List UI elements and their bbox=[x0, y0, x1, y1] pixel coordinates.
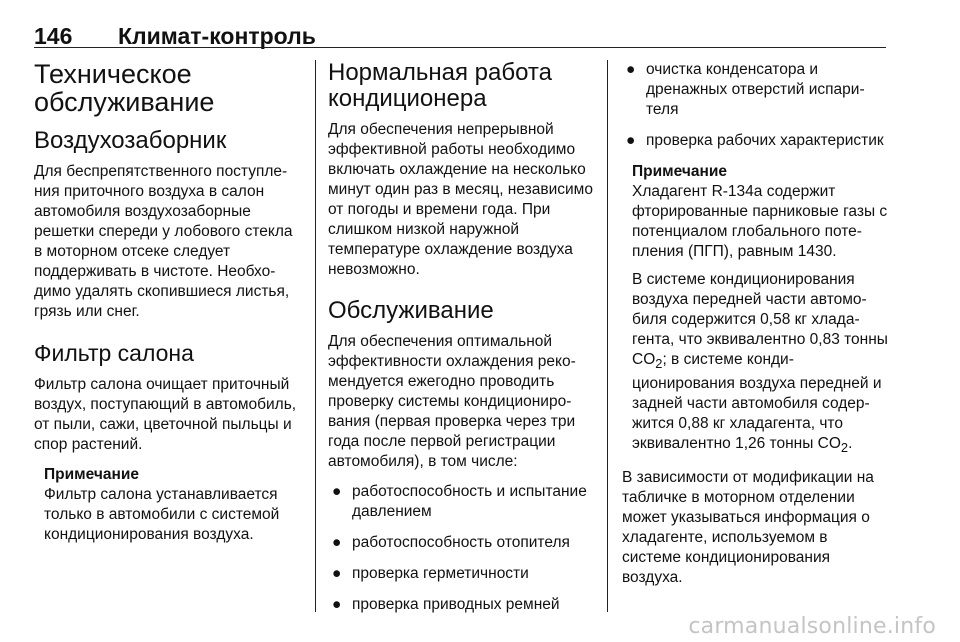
refrigerant-info-text: В зависимости от модификации на табличке в моторном отделении может указываться информация о хладагенте, используемом в системе кондиционирования воздуха. bbox=[622, 469, 874, 587]
header-divider bbox=[34, 47, 886, 48]
column-3 bbox=[622, 60, 890, 588]
service-checklist-continued bbox=[622, 60, 890, 151]
note-text: Фильтр салона устанавливается только в автомобили с системой кондиционирования воздуха. bbox=[44, 486, 280, 543]
column-divider-1 bbox=[315, 60, 316, 612]
list-item: ● работоспособность отопителя bbox=[332, 534, 570, 551]
air-intake-title: Воздухозаборник bbox=[34, 127, 227, 154]
ac-operation-title: Нормальная работа кондиционера bbox=[328, 59, 552, 112]
service-checklist bbox=[328, 482, 594, 615]
ac-operation-text: Для обеспечения непрерывной эффективной работы необходимо включать охлаждение на несколько минут один раз в месяц, независимо от погоды и времени года. При слишком низкой наружной температуре охлаждение воздуха невозможно. bbox=[328, 121, 593, 278]
list-item: ● проверка рабочих характеристик bbox=[626, 132, 884, 149]
refrigerant-note-text-2: В системе кондиционирования воздуха передней части автомобиля содержится 0,58 кг хладагента, что эквивалентно 0,83 тонны $CO_2$; в системе кондиционирования воздуха передней и задней части автомобиля содержится 0,88 кг хладагента, что эквивалентно 1,26 тонны $CO_2$. bbox=[632, 271, 888, 456]
refrigerant-note bbox=[622, 162, 890, 458]
list-item: ● проверка приводных ремней bbox=[332, 596, 560, 613]
air-intake-text: Для беспрепятственного поступления приточного воздуха в салон автомобиля воздухозаборные решетки спереди у лобового стекла в моторном отсеке следует поддерживать в чистоте. Необходимо удалять скопившиеся листья, грязь или снег. bbox=[34, 163, 293, 320]
list-item: ● проверка герметичности bbox=[332, 565, 529, 582]
watermark: carmanualsonline.info bbox=[688, 614, 936, 639]
cabin-filter-text: Фильтр салона очищает приточный воздух, поступающий в автомобиль, от пыли, сажи, цветочной пыльцы и спор растений. bbox=[34, 376, 297, 453]
section-title: Климат-контроль bbox=[118, 23, 316, 49]
maintenance-heading: Техническое обслуживание bbox=[34, 59, 215, 117]
service-title: Обслуживание bbox=[328, 297, 494, 324]
list-item: ● работоспособность и испытание давлением bbox=[332, 483, 587, 520]
page-header bbox=[34, 0, 886, 50]
cabin-filter-title: Фильтр салона bbox=[34, 340, 194, 366]
service-text: Для обеспечения оптимальной эффективности охлаждения рекомендуется ежегодно проводить проверку системы кондиционирования (первая проверка через три года после первой регистрации автомобиля), в том числе: bbox=[328, 333, 576, 470]
page-number: 146 bbox=[34, 23, 73, 49]
note-title: Примечание bbox=[632, 163, 727, 180]
note-title: Примечание bbox=[44, 466, 139, 483]
list-item: ● очистка конденсатора и дренажных отверстий испарителя bbox=[626, 61, 865, 118]
column-1 bbox=[34, 60, 302, 545]
refrigerant-note-text-1: Хладагент R-134a содержит фторированные парниковые газы с потенциалом глобального потепления (ПГП), равным 1430. bbox=[632, 183, 888, 260]
column-divider-2 bbox=[607, 60, 608, 612]
column-2 bbox=[328, 60, 594, 626]
cabin-filter-note bbox=[34, 465, 302, 545]
